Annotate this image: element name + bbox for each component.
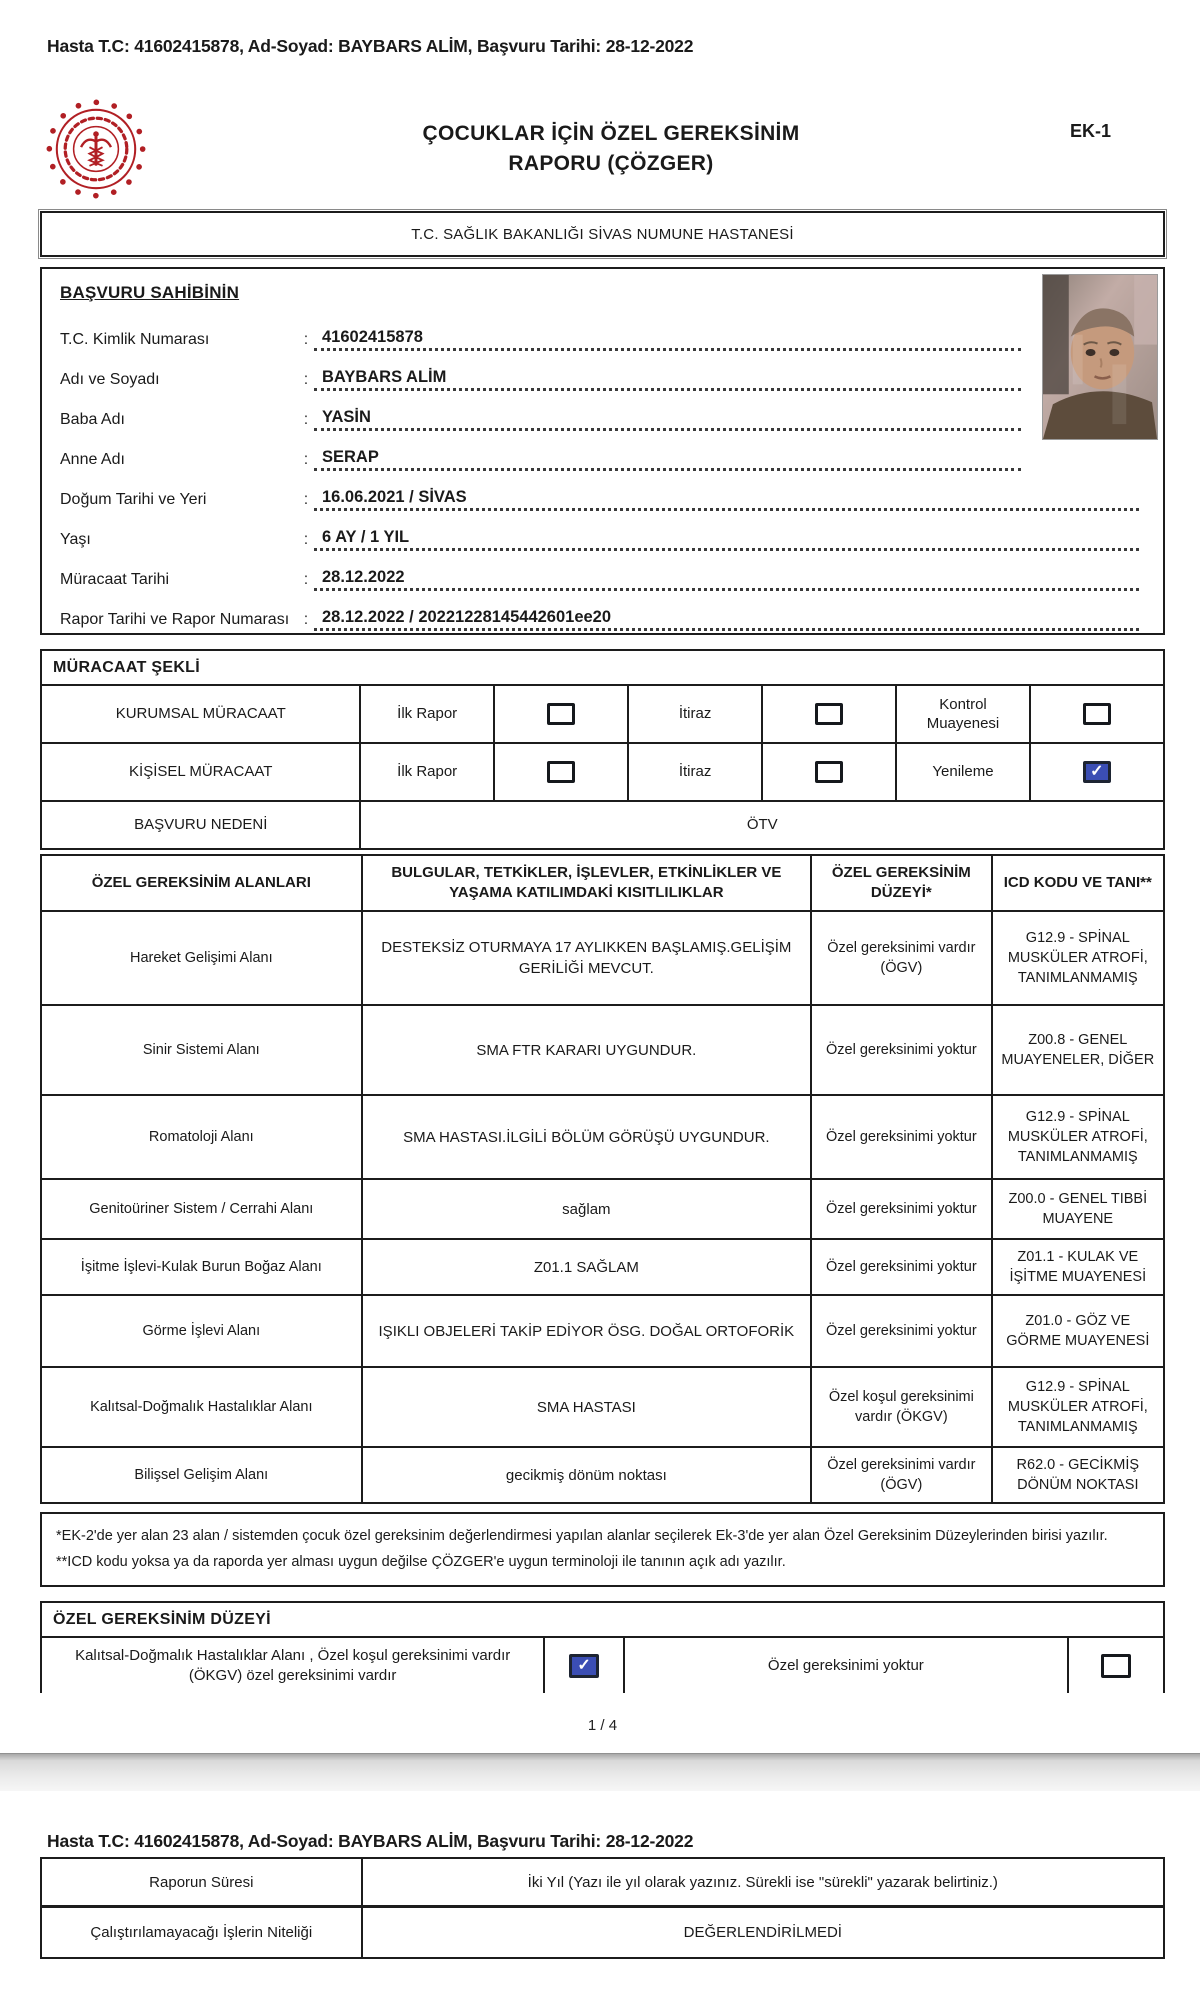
row-label: KİŞİSEL MÜRACAAT	[42, 744, 361, 800]
field-colon: :	[303, 411, 309, 428]
field-value: YASİN	[314, 408, 1021, 431]
table-row	[42, 1096, 1163, 1180]
table-row	[42, 1006, 1163, 1096]
findings-cell: gecikmiş dönüm noktası	[363, 1448, 813, 1502]
field-row-application-date	[60, 551, 1149, 591]
icd-cell: Z00.0 - GENEL TIBBİ MUAYENE	[1008, 1190, 1148, 1227]
icd-cell: G12.9 - SPİNAL MUSKÜLER ATROFİ, TANIMLANMAMIŞ	[1007, 1108, 1148, 1166]
field-colon: :	[303, 531, 309, 548]
area-cell: Görme İşlevi Alanı	[42, 1296, 363, 1366]
footnote-2: **ICD kodu yoksa ya da raporda yer alması uygun değilse ÇÖZGER'e uygun terminoloji ile tanının açık adı yazılır.	[56, 1554, 786, 1571]
option-label: İlk Rapor	[361, 744, 494, 800]
patient-header-line: Hasta T.C: 41602415878, Ad-Soyad: BAYBARS ALİM, Başvuru Tarihi: 28-12-2022	[47, 1831, 694, 1851]
form-code: EK-1	[1070, 121, 1112, 141]
column-header: BULGULAR, TETKİKLER, İŞLEVLER, ETKİNLİKLER VE YAŞAMA KATILIMDAKİ KISITLILIKLAR	[363, 856, 813, 910]
findings-cell: DESTEKSİZ OTURMAYA 17 AYLIKKEN BAŞLAMIŞ.GELİŞİM GERİLİĞİ MEVCUT.	[363, 912, 813, 1004]
checkbox-kurumsal-itiraz[interactable]	[815, 703, 843, 725]
field-row-age	[60, 511, 1149, 551]
field-label: Müracaat Tarihi	[60, 571, 170, 588]
checkbox-kurumsal-ilk-rapor[interactable]	[547, 703, 575, 725]
report-duration-table	[40, 1857, 1165, 1959]
icd-cell: Z01.0 - GÖZ VE GÖRME MUAYENESİ	[1006, 1312, 1150, 1349]
checkbox-cell	[495, 686, 630, 742]
field-label: Baba Adı	[60, 411, 125, 428]
column-header: ÖZEL GEREKSİNİM ALANLARI	[42, 856, 363, 910]
option-label: İtiraz	[629, 744, 762, 800]
table-row	[42, 1368, 1163, 1448]
page-number: 1 / 4	[587, 1717, 618, 1735]
table-header-row	[42, 856, 1163, 912]
field-colon: :	[303, 571, 309, 588]
option-label: İtiraz	[629, 686, 762, 742]
applicant-section	[40, 267, 1165, 635]
field-row-mother	[60, 431, 1149, 471]
application-type-title: MÜRACAAT ŞEKLİ	[42, 651, 1163, 686]
column-header: ÖZEL GEREKSİNİM DÜZEYİ*	[812, 856, 992, 910]
field-value: SERAP	[314, 448, 1021, 471]
patient-header-line: Hasta T.C: 41602415878, Ad-Soyad: BAYBARS ALİM, Başvuru Tarihi: 28-12-2022	[47, 36, 694, 56]
findings-cell: SMA FTR KARARI UYGUNDUR.	[363, 1006, 813, 1094]
field-colon: :	[303, 371, 309, 388]
icd-cell: Z00.8 - GENEL MUAYENELER, DİĞER	[1001, 1031, 1155, 1068]
field-label: Doğum Tarihi ve Yeri	[60, 491, 207, 508]
footnotes-box	[40, 1512, 1165, 1587]
checkbox-cell	[1069, 1638, 1163, 1693]
field-value: 6 AY / 1 YIL	[314, 528, 1139, 551]
checkbox-cell	[545, 1638, 625, 1693]
field-value: BAYBARS ALİM	[314, 368, 1021, 391]
level-cell: Özel gereksinimi yoktur	[812, 1006, 992, 1094]
option-label: İlk Rapor	[361, 686, 494, 742]
icd-cell: G12.9 - SPİNAL MUSKÜLER ATROFİ, TANIMLANMAMIŞ	[1007, 1378, 1148, 1436]
field-value: 16.06.2021 / SİVAS	[314, 488, 1139, 511]
need-level-section	[40, 1601, 1165, 1693]
level-cell: Özel gereksinimi yoktur	[812, 1240, 992, 1294]
findings-cell: sağlam	[363, 1180, 813, 1238]
checkbox-need-level-no[interactable]	[1101, 1654, 1131, 1678]
field-row-birth	[60, 471, 1149, 511]
checkbox-cell	[763, 686, 898, 742]
level-cell: Özel gereksinimi vardır (ÖGV)	[812, 1448, 992, 1502]
table-row-institutional	[42, 686, 1163, 744]
checkbox-need-level-yes[interactable]	[569, 1654, 599, 1678]
row-label: Raporun Süresi	[42, 1859, 363, 1905]
table-row-work-restriction	[42, 1908, 1163, 1957]
checkbox-kisisel-ilk-rapor[interactable]	[547, 761, 575, 783]
field-colon: :	[303, 611, 309, 628]
findings-cell: Z01.1 SAĞLAM	[363, 1240, 813, 1294]
need-level-row	[42, 1638, 1163, 1693]
level-cell: Özel gereksinimi vardır (ÖGV)	[812, 912, 992, 1004]
icd-cell: R62.0 - GECİKMİŞ DÖNÜM NOKTASI	[1016, 1456, 1140, 1493]
report-title	[152, 119, 1070, 180]
field-row-report-date-no	[60, 591, 1149, 631]
area-cell: Hareket Gelişimi Alanı	[42, 912, 363, 1004]
check-icon: ✓	[577, 1657, 591, 1675]
table-row	[42, 1296, 1163, 1368]
caduceus-icon	[81, 131, 111, 166]
findings-cell: IŞIKLI OBJELERİ TAKİP EDİYOR ÖSG. DOĞAL ORTOFORİK	[363, 1296, 813, 1366]
area-cell: İşitme İşlevi-Kulak Burun Boğaz Alanı	[42, 1240, 363, 1294]
checkbox-kisisel-itiraz[interactable]	[815, 761, 843, 783]
field-colon: :	[303, 451, 309, 468]
icd-cell: G12.9 - SPİNAL MUSKÜLER ATROFİ, TANIMLANMAMIŞ	[1007, 929, 1148, 987]
report-title-line2: RAPORU (ÇÖZGER)	[508, 152, 714, 176]
field-label: Yaşı	[60, 531, 91, 548]
row-value: DEĞERLENDİRİLMEDİ	[683, 1924, 842, 1941]
field-value: 28.12.2022 / 20221228145442601ee20	[314, 608, 1139, 631]
checkbox-kisisel-yenileme[interactable]	[1083, 761, 1111, 783]
health-ministry-seal-icon	[40, 93, 152, 205]
row-label: Çalıştırılamayacağı İşlerin Niteliği	[42, 1908, 363, 1957]
findings-cell: SMA HASTASI	[363, 1368, 813, 1446]
level-cell: Özel koşul gereksinimi vardır (ÖKGV)	[812, 1368, 992, 1446]
application-type-table	[40, 649, 1165, 850]
masthead	[40, 93, 1165, 205]
field-colon: :	[303, 331, 309, 348]
area-cell: Kalıtsal-Doğmalık Hastalıklar Alanı	[42, 1368, 363, 1446]
table-row	[42, 912, 1163, 1006]
field-label: Adı ve Soyadı	[60, 371, 160, 388]
field-value: 41602415878	[314, 328, 1021, 351]
option-label: Kontrol Muayenesi	[897, 686, 1030, 742]
table-row-duration	[42, 1859, 1163, 1908]
page-separator	[0, 1753, 1200, 1791]
area-cell: Bilişsel Gelişim Alanı	[42, 1448, 363, 1502]
checkbox-cell	[1031, 686, 1163, 742]
icd-cell: Z01.1 - KULAK VE İŞİTME MUAYENESİ	[1009, 1248, 1147, 1285]
reason-value: ÖTV	[746, 816, 778, 834]
report-page-2	[0, 1791, 1200, 2004]
hospital-name-box	[40, 211, 1165, 257]
level-cell: Özel gereksinimi yoktur	[812, 1096, 992, 1178]
checkbox-cell	[763, 744, 898, 800]
field-row-father	[60, 391, 1149, 431]
field-label: T.C. Kimlik Numarası	[60, 331, 210, 348]
option-label: Yenileme	[897, 744, 1030, 800]
column-header: ICD KODU VE TANI**	[1003, 873, 1152, 891]
checkbox-cell	[495, 744, 630, 800]
table-row-application-reason	[42, 802, 1163, 848]
area-cell: Genitoüriner Sistem / Cerrahi Alanı	[42, 1180, 363, 1238]
field-value: 28.12.2022	[314, 568, 1139, 591]
hospital-name: T.C. SAĞLIK BAKANLIĞI SİVAS NUMUNE HASTANESİ	[411, 225, 794, 243]
row-label: KURUMSAL MÜRACAAT	[42, 686, 361, 742]
applicant-fields	[60, 311, 1149, 631]
field-label: Anne Adı	[60, 451, 125, 468]
special-needs-table	[40, 854, 1165, 1504]
footnote-1: *EK-2'de yer alan 23 alan / sistemden çocuk özel gereksinim değerlendirmesi yapılan alanlar seçilerek Ek-3'de yer alan Özel Gereksinim Düzeylerinden birisi yazılır.	[56, 1528, 1108, 1544]
table-row	[42, 1240, 1163, 1296]
applicant-photo	[1042, 274, 1158, 440]
field-label: Rapor Tarihi ve Rapor Numarası	[60, 611, 290, 628]
area-cell: Sinir Sistemi Alanı	[42, 1006, 363, 1094]
table-row	[42, 1180, 1163, 1240]
field-row-tc-no	[60, 311, 1149, 351]
row-value: İki Yıl (Yazı ile yıl olarak yazınız. Sürekli ise "sürekli" yazarak belirtiniz.)	[527, 1873, 998, 1891]
findings-cell: SMA HASTASI.İLGİLİ BÖLÜM GÖRÜŞÜ UYGUNDUR.	[363, 1096, 813, 1178]
table-row	[42, 1448, 1163, 1502]
table-row-personal	[42, 744, 1163, 802]
level-cell: Özel gereksinimi yoktur	[812, 1296, 992, 1366]
need-level-option-no: Özel gereksinimi yoktur	[625, 1638, 1069, 1693]
checkbox-cell	[1031, 744, 1163, 800]
area-cell: Romatoloji Alanı	[42, 1096, 363, 1178]
need-level-title: ÖZEL GEREKSİNİM DÜZEYİ	[42, 1603, 1163, 1638]
level-cell: Özel gereksinimi yoktur	[812, 1180, 992, 1238]
reason-label: BAŞVURU NEDENİ	[42, 802, 361, 848]
need-level-option-yes: Kalıtsal-Doğmalık Hastalıklar Alanı , Özel koşul gereksinimi vardır (ÖKGV) özel gereksinimi vardır	[42, 1638, 545, 1693]
checkbox-kurumsal-kontrol[interactable]	[1083, 703, 1111, 725]
applicant-section-title: BAŞVURU SAHİBİNİN	[60, 283, 240, 302]
field-colon: :	[303, 491, 309, 508]
report-title-line1: ÇOCUKLAR İÇİN ÖZEL GEREKSİNİM	[422, 122, 800, 145]
field-row-name	[60, 351, 1149, 391]
check-icon: ✓	[1090, 762, 1104, 780]
